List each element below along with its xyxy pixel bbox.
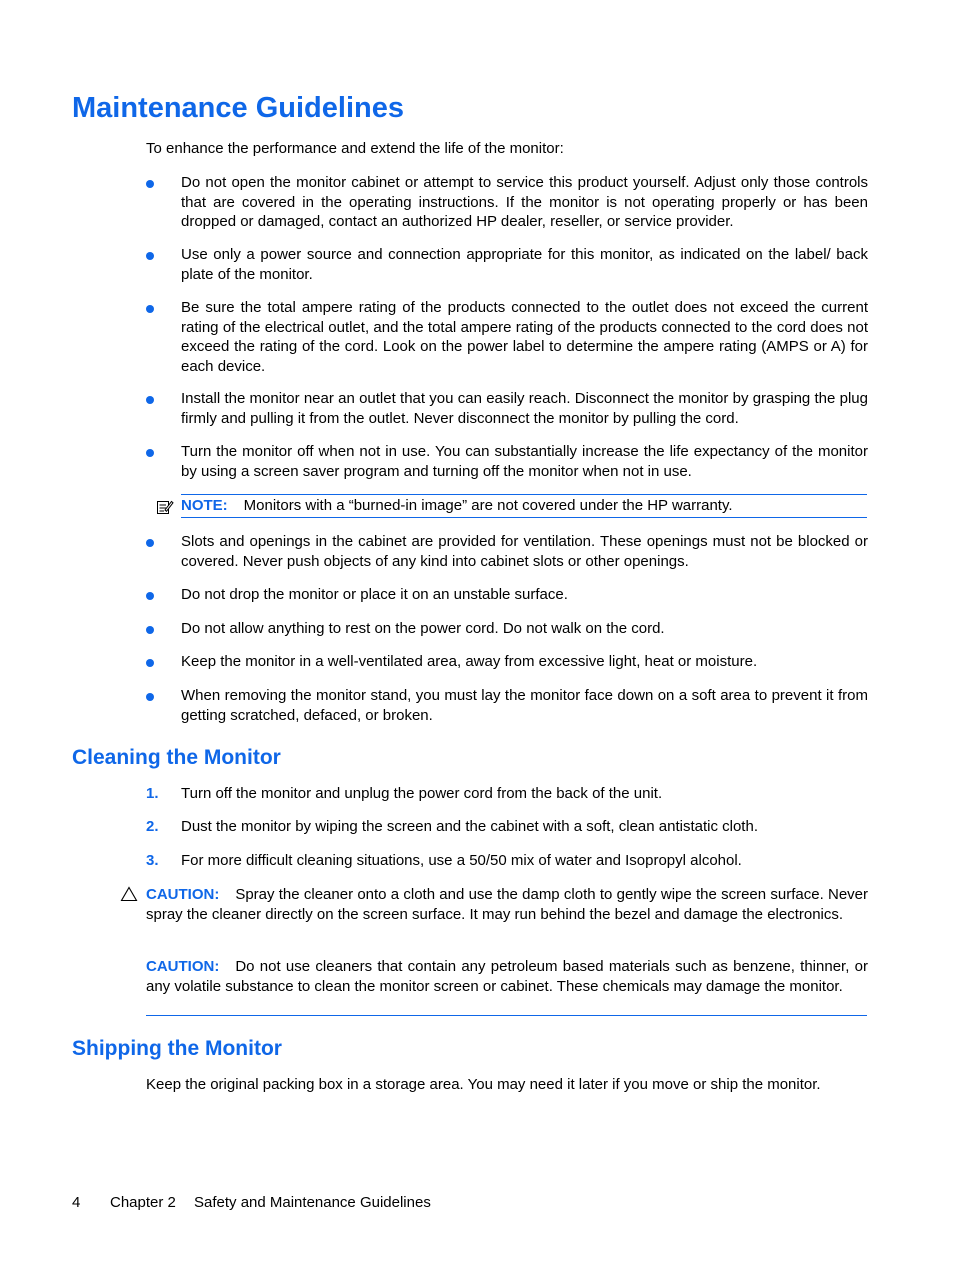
step-text: Turn off the monitor and unplug the power cord from the back of the unit. (181, 785, 663, 802)
caution-1 (146, 885, 868, 924)
step-text: For more difficult cleaning situations, use a 50/50 mix of water and Isopropyl alcohol. (181, 852, 742, 869)
page-title: Maintenance Guidelines (72, 92, 404, 124)
caution-triangle-icon (120, 886, 138, 902)
shipping-text: Keep the original packing box in a storage area. You may need it later if you move or ship the monitor. (146, 1076, 821, 1093)
note-label: NOTE: (181, 497, 228, 514)
section-title-cleaning: Cleaning the Monitor (72, 746, 281, 769)
caution-label: CAUTION: (146, 886, 220, 903)
note-icon (156, 498, 174, 516)
list-item: Be sure the total ampere rating of the products connected to the outlet does not exceed the current rating of the electrical outlet, and the total ampere rating of the products connected to the cord does not exceed the rating of the cord. Look on the power label to determine the ampere rating (AMPS or A) for each device. (181, 299, 868, 375)
caution-rule-bottom (146, 1015, 867, 1016)
caution-label: CAUTION: (146, 958, 220, 975)
list-item: Do not open the monitor cabinet or attempt to service this product yourself. Adjust only those controls that are covered in the operating instructions. If the monitor is not operating properly or has been dropped or damaged, contact an authorized HP dealer, reseller, or service provider. (181, 174, 868, 230)
page-number: 4 (72, 1194, 81, 1211)
footer-chapter: Chapter 2 (110, 1194, 176, 1211)
intro-text: To enhance the performance and extend the life of the monitor: (146, 140, 564, 157)
bullet-dot (146, 305, 154, 313)
list-item: Slots and openings in the cabinet are provided for ventilation. These openings must not be blocked or covered. Never push objects of any kind into cabinet slots or other openings. (181, 533, 868, 570)
note-text: Monitors with a “burned-in image” are not covered under the HP warranty. (243, 497, 733, 514)
caution-2 (146, 957, 868, 996)
list-item: Use only a power source and connection appropriate for this monitor, as indicated on the label/ back plate of the monitor. (181, 246, 868, 283)
list-item: Do not drop the monitor or place it on an unstable surface. (181, 586, 568, 603)
note-rule-bottom (181, 517, 867, 518)
bullet-dot (146, 693, 154, 701)
bullet-dot (146, 592, 154, 600)
step-number: 2. (146, 818, 159, 835)
bullet-dot (146, 252, 154, 260)
step-number: 1. (146, 785, 159, 802)
step-number: 3. (146, 852, 159, 869)
bullet-dot (146, 539, 154, 547)
bullet-dot (146, 659, 154, 667)
footer-chapter-title: Safety and Maintenance Guidelines (194, 1194, 431, 1211)
bullet-dot (146, 396, 154, 404)
list-item: Turn the monitor off when not in use. You can substantially increase the life expectancy of the monitor by using a screen saver program and turning off the monitor when not in use. (181, 443, 868, 480)
section-title-shipping: Shipping the Monitor (72, 1037, 282, 1060)
caution-text: Spray the cleaner onto a cloth and use the damp cloth to gently wipe the screen surface. Never spray the cleaner directly on the screen surface. It may run behind the bezel and damage the electronics. (146, 886, 868, 923)
note-rule-top (181, 494, 867, 495)
bullet-dot (146, 626, 154, 634)
step-text: Dust the monitor by wiping the screen and the cabinet with a soft, clean antistatic cloth. (181, 818, 758, 835)
list-item: Install the monitor near an outlet that you can easily reach. Disconnect the monitor by grasping the plug firmly and pulling it from the outlet. Never disconnect the monitor by pulling the cord. (181, 390, 868, 427)
bullet-dot (146, 449, 154, 457)
list-item: Keep the monitor in a well-ventilated area, away from excessive light, heat or moisture. (181, 653, 758, 670)
list-item: Do not allow anything to rest on the power cord. Do not walk on the cord. (181, 620, 665, 637)
list-item: When removing the monitor stand, you must lay the monitor face down on a soft area to prevent it from getting scratched, defaced, or broken. (181, 687, 868, 724)
caution-text: Do not use cleaners that contain any petroleum based materials such as benzene, thinner, or any volatile substance to clean the monitor screen or cabinet. These chemicals may damage the monitor. (146, 958, 868, 995)
bullet-dot (146, 180, 154, 188)
note-block (181, 496, 867, 516)
